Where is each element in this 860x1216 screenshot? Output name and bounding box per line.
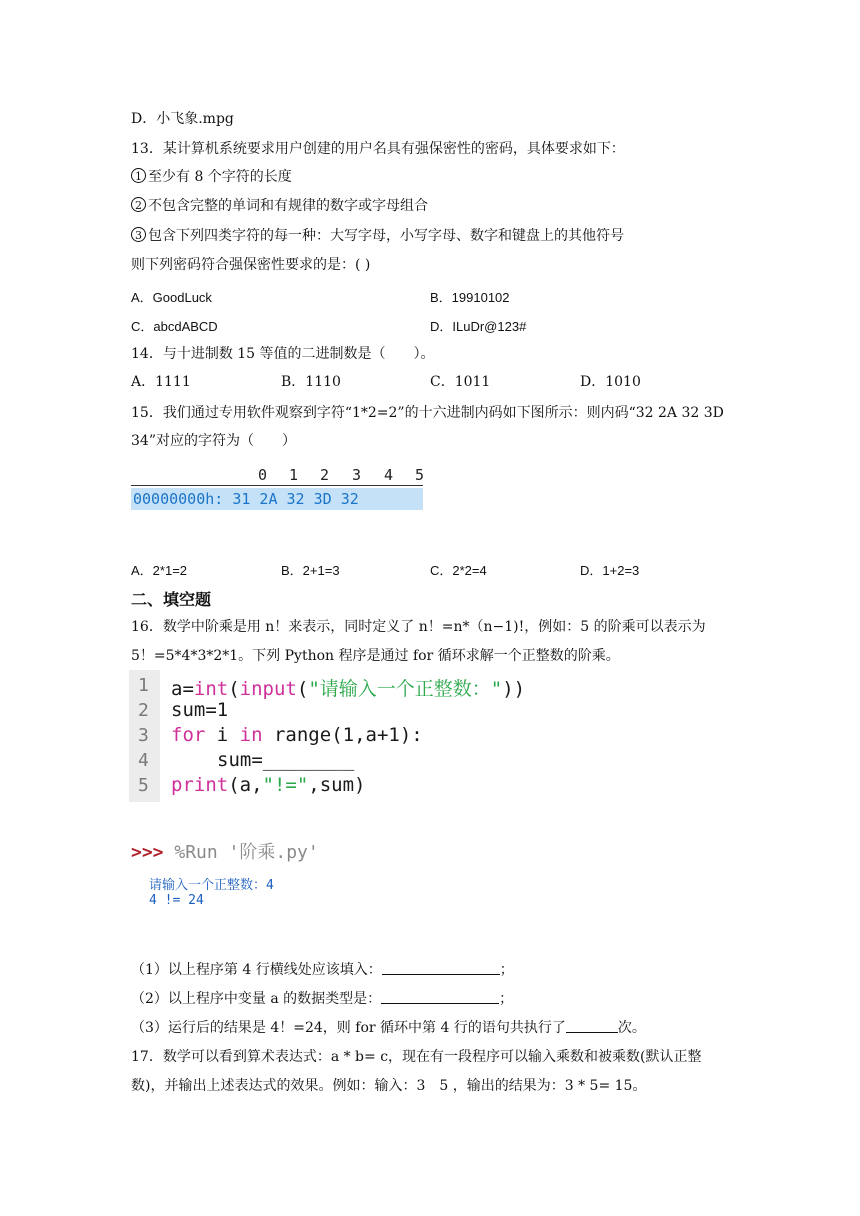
q14-option-c: C．1011: [430, 374, 491, 390]
ruler-tick: 5: [415, 466, 425, 484]
ruler-divider: [131, 485, 423, 486]
shell-output-line: 请输入一个正整数：4: [149, 878, 274, 893]
line-number: 4: [138, 750, 149, 771]
ruler-tick: 2: [320, 466, 330, 484]
q13-req-3: [131, 226, 624, 246]
line-number: 1: [138, 675, 149, 696]
q15-option-a: A．2*1=2: [131, 563, 188, 578]
prompt-chevrons: >>>: [131, 842, 164, 863]
ruler-tick: 0: [258, 466, 268, 484]
q14-stem: 14．与十进制数 15 等值的二进制数是（ ）。: [131, 346, 435, 362]
line-number: 2: [138, 700, 149, 721]
q16-stem-line1: 16．数学中阶乘是用 n！来表示，同时定义了 n！=n*（n−1)!，例如：5 的阶乘可以表示为: [131, 619, 706, 635]
q17-line2: 数)，并输出上述表达式的效果。例如：输入：3 5 ，输出的结果为：3 * 5= 15。: [131, 1078, 647, 1094]
hex-viewer-image: [131, 466, 423, 510]
q12-option-d: D．小飞象.mpg: [131, 111, 234, 127]
q15-stem-line1: 15．我们通过专用软件观察到字符“1*2=2”的十六进制内码如下图所示：则内码“32 2A 32 3D: [131, 405, 724, 421]
circled-number: 3: [131, 227, 146, 242]
req-text: 包含下列四类字符的每一种：大写字母，小写字母、数字和键盘上的其他符号: [148, 228, 624, 244]
q13-option-a: A．GoodLuck: [131, 290, 212, 305]
answer-blank[interactable]: [381, 991, 499, 1004]
q17-line1: 17．数学可以看到算术表达式：a * b= c，现在有一段程序可以输入乘数和被乘数(默认正整: [131, 1049, 702, 1065]
q14-option-d: D．1010: [580, 374, 641, 390]
q13-option-b: B．19910102: [430, 290, 510, 305]
shell-prompt: [131, 838, 319, 864]
code-line-3: for i in range(1,a+1):: [171, 724, 423, 746]
q14-option-b: B．1110: [281, 374, 341, 390]
q15-option-b: B．2+1=3: [281, 563, 340, 578]
code-line-4: sum=________: [217, 749, 355, 771]
answer-blank[interactable]: [382, 962, 500, 975]
circled-number: 1: [131, 168, 146, 183]
q13-req-1: [131, 167, 292, 187]
code-block-image: [129, 670, 559, 802]
code-line-1: a=int(input("请输入一个正整数：")): [171, 678, 526, 700]
q13-option-c: C．abcdABCD: [131, 319, 218, 334]
code-line-5: print(a,"!=",sum): [171, 774, 366, 796]
q16-stem-line2: 5！=5*4*3*2*1。下列 Python 程序是通过 for 循环求解一个正整数的阶乘。: [131, 648, 620, 664]
code-line-2: sum=1: [171, 699, 229, 721]
answer-blank[interactable]: [566, 1020, 618, 1033]
ruler-tick: 3: [352, 466, 362, 484]
q16-sub1: （1）以上程序第 4 行横线处应该填入： ；: [131, 962, 514, 978]
ruler-tick: 4: [384, 466, 394, 484]
shell-output-image: [131, 838, 391, 913]
circled-number: 2: [131, 197, 146, 212]
line-number: 5: [138, 775, 149, 796]
hex-row: 00000000h: 31 2A 32 3D 32: [131, 488, 423, 510]
q13-req-2: [131, 196, 428, 216]
q15-option-d: D．1+2=3: [580, 563, 640, 578]
shell-output-line: 4 != 24: [149, 893, 204, 908]
q13-stem: 13．某计算机系统要求用户创建的用户名具有强保密性的密码，具体要求如下：: [131, 141, 625, 157]
q15-stem-line2: 34”对应的字符为（ ）: [131, 433, 296, 449]
q15-option-c: C．2*2=4: [430, 563, 487, 578]
line-number: 3: [138, 725, 149, 746]
q13-option-d: D．ILuDr@123#: [430, 319, 527, 334]
section-title: 二、填空题: [131, 590, 212, 609]
q16-sub2: （2）以上程序中变量 a 的数据类型是： ；: [131, 991, 514, 1007]
q13-question: 则下列密码符合强保密性要求的是：( ): [131, 257, 371, 273]
ruler-tick: 1: [289, 466, 299, 484]
q16-sub3: （3）运行后的结果是 4！=24，则 for 循环中第 4 行的语句共执行了 次。: [131, 1020, 646, 1036]
q14-option-a: A．1111: [131, 374, 191, 390]
hex-ruler: [131, 466, 423, 486]
run-command: %Run '阶乘.py': [163, 842, 319, 863]
req-text: 不包含完整的单词和有规律的数字或字母组合: [148, 198, 428, 214]
req-text: 至少有 8 个字符的长度: [148, 169, 292, 185]
